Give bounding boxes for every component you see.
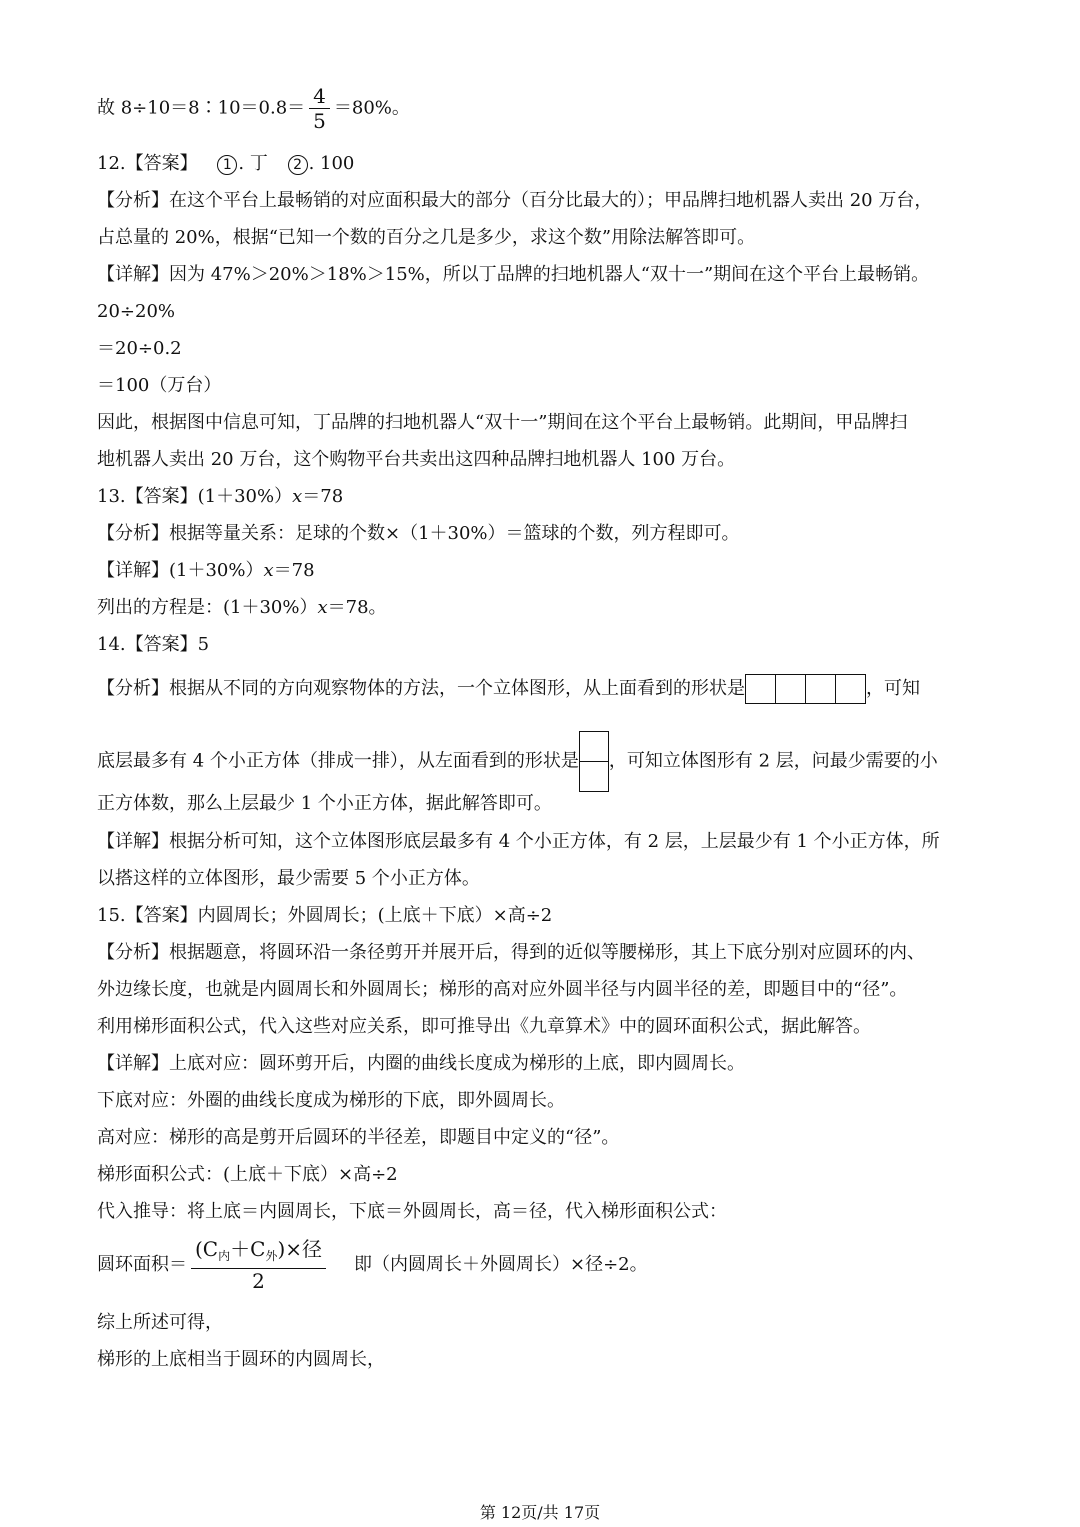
- q13-answer-prefix: 13.【答案】(1＋30%）: [97, 486, 293, 507]
- ring-area-fraction: [191, 1237, 326, 1293]
- ring-area-numerator: [191, 1237, 326, 1269]
- q12-calc2: ＝20÷0.2: [97, 338, 182, 359]
- q11-prefix: 故 8÷10＝8∶10＝0.8＝: [97, 97, 306, 119]
- q14-detail-l2: 以搭这样的立体图形，最少需要 5 个小正方体。: [97, 868, 480, 889]
- q12-answer: [97, 152, 354, 176]
- q14-analysis-l2: [97, 731, 938, 792]
- q12-ans1: . 丁: [238, 153, 268, 174]
- q15-analysis-l3: 利用梯形面积公式，代入这些对应关系，即可推导出《九章算术》中的圆环面积公式，据此解答。: [97, 1016, 871, 1037]
- q12-calc3: ＝100（万台）: [97, 375, 222, 396]
- top-view-diagram: [745, 674, 866, 704]
- q12-analysis-l2: 占总量的 20%，根据“已知一个数的百分之几是多少，求这个数”用除法解答即可。: [97, 227, 756, 248]
- q12-conclusion-l1: 因此，根据图中信息可知，丁品牌的扫地机器人“双十一”期间在这个平台上最畅销。此期间，甲品牌扫: [97, 412, 908, 433]
- q15-detail-l3: 高对应：梯形的高是剪开后圆环的半径差，即题目中定义的“径”。: [97, 1127, 620, 1148]
- q13-eq-prefix: 列出的方程是：(1＋30%）: [97, 597, 318, 618]
- q13-detail-prefix: 【详解】(1＋30%）: [97, 560, 264, 581]
- q13-answer-suffix: ＝78: [302, 486, 344, 507]
- q14-analysis-l1-b: ，可知: [866, 678, 920, 699]
- q12-ans2: . 100: [308, 153, 355, 174]
- q15-formula-suffix: 即（内圆周长＋外圆周长）×径÷2。: [354, 1254, 648, 1275]
- q15-detail-l4: 梯形面积公式：(上底＋下底）×高÷2: [97, 1164, 398, 1185]
- q13-eq-suffix: ＝78。: [327, 597, 387, 618]
- q13-eq-var: x: [317, 597, 328, 618]
- q14-analysis-l2-b: ，可知立体图形有 2 层，问最少需要的小: [608, 750, 938, 772]
- num-plus: ＋C: [230, 1237, 266, 1261]
- q13-equation: [97, 596, 387, 620]
- q15-formula: [97, 1237, 648, 1293]
- circled-2-icon: 2: [288, 155, 308, 175]
- q15-answer: 15.【答案】内圆周长；外圆周长；(上底＋下底）×高÷2: [97, 905, 553, 926]
- q15-detail-l1: 【详解】上底对应：圆环剪开后，内圈的曲线长度成为梯形的上底，即内圆周长。: [97, 1053, 745, 1074]
- q14-analysis-l1-a: 【分析】根据从不同的方向观察物体的方法，一个立体图形，从上面看到的形状是: [97, 678, 745, 699]
- q15-analysis-l1: 【分析】根据题意，将圆环沿一条径剪开并展开后，得到的近似等腰梯形，其上下底分别对应圆环的内、: [97, 942, 925, 963]
- q13-var: x: [292, 486, 303, 507]
- q11-result-line: [97, 84, 410, 133]
- q15-analysis-l2: 外边缘长度，也就是内圆周长和外圆周长；梯形的高对应外圆半径与内圆半径的差，即题目中的“径”。: [97, 979, 908, 1000]
- q14-analysis-l2-a: 底层最多有 4 个小正方体（排成一排），从左面看到的形状是: [97, 750, 579, 772]
- q11-fraction: [309, 84, 330, 133]
- page-number: 第 12页/共 17页: [479, 1503, 601, 1522]
- left-view-diagram: [579, 731, 609, 792]
- q13-detail-var: x: [263, 560, 274, 581]
- q11-frac-num: 4: [309, 84, 330, 109]
- q12-calc1: 20÷20%: [97, 301, 175, 322]
- q12-detail-l1: 【详解】因为 47%＞20%＞18%＞15%，所以丁品牌的扫地机器人“双十一”期间在这个平台上最畅销。: [97, 264, 930, 285]
- q13-detail: [97, 559, 315, 583]
- ring-area-denominator: 2: [252, 1269, 265, 1293]
- num-close: )×径: [277, 1237, 323, 1261]
- q11-frac-den: 5: [313, 109, 326, 133]
- q12-conclusion-l2: 地机器人卖出 20 万台，这个购物平台共卖出这四种品牌扫地机器人 100 万台。: [97, 449, 736, 470]
- q15-summary-l2: 梯形的上底相当于圆环的内圆周长，: [97, 1349, 385, 1370]
- circled-1-icon: 1: [217, 155, 237, 175]
- q13-answer: [97, 485, 343, 509]
- q15-detail-l2: 下底对应：外圈的曲线长度成为梯形的下底，即外圆周长。: [97, 1090, 565, 1111]
- q13-detail-suffix: ＝78: [273, 560, 315, 581]
- q12-answer-prefix: 12.【答案】: [97, 153, 198, 174]
- q11-suffix: ＝80%。: [333, 97, 410, 119]
- q14-detail-l1: 【详解】根据分析可知，这个立体图形底层最多有 4 个小正方体，有 2 层，上层最少有 1 个小正方体，所: [97, 831, 940, 852]
- q14-analysis-l3: 正方体数，那么上层最少 1 个小正方体，据此解答即可。: [97, 793, 552, 814]
- sub-inner: 内: [218, 1249, 231, 1263]
- q15-detail-l5: 代入推导：将上底＝内圆周长，下底＝外圆周长，高＝径，代入梯形面积公式：: [97, 1201, 727, 1222]
- q15-formula-prefix: 圆环面积＝: [97, 1254, 187, 1275]
- q14-answer: 14.【答案】5: [97, 634, 210, 655]
- q14-analysis-l1: [97, 674, 920, 704]
- q12-analysis-l1: 【分析】在这个平台上最畅销的对应面积最大的部分（百分比最大的）；甲品牌扫地机器人卖出 20 万台，: [97, 190, 933, 211]
- num-open: (C: [195, 1237, 219, 1261]
- q13-analysis: 【分析】根据等量关系：足球的个数×（1＋30%）＝篮球的个数，列方程即可。: [97, 523, 740, 544]
- sub-outer: 外: [265, 1249, 278, 1263]
- q15-summary-l1: 综上所述可得，: [97, 1312, 223, 1333]
